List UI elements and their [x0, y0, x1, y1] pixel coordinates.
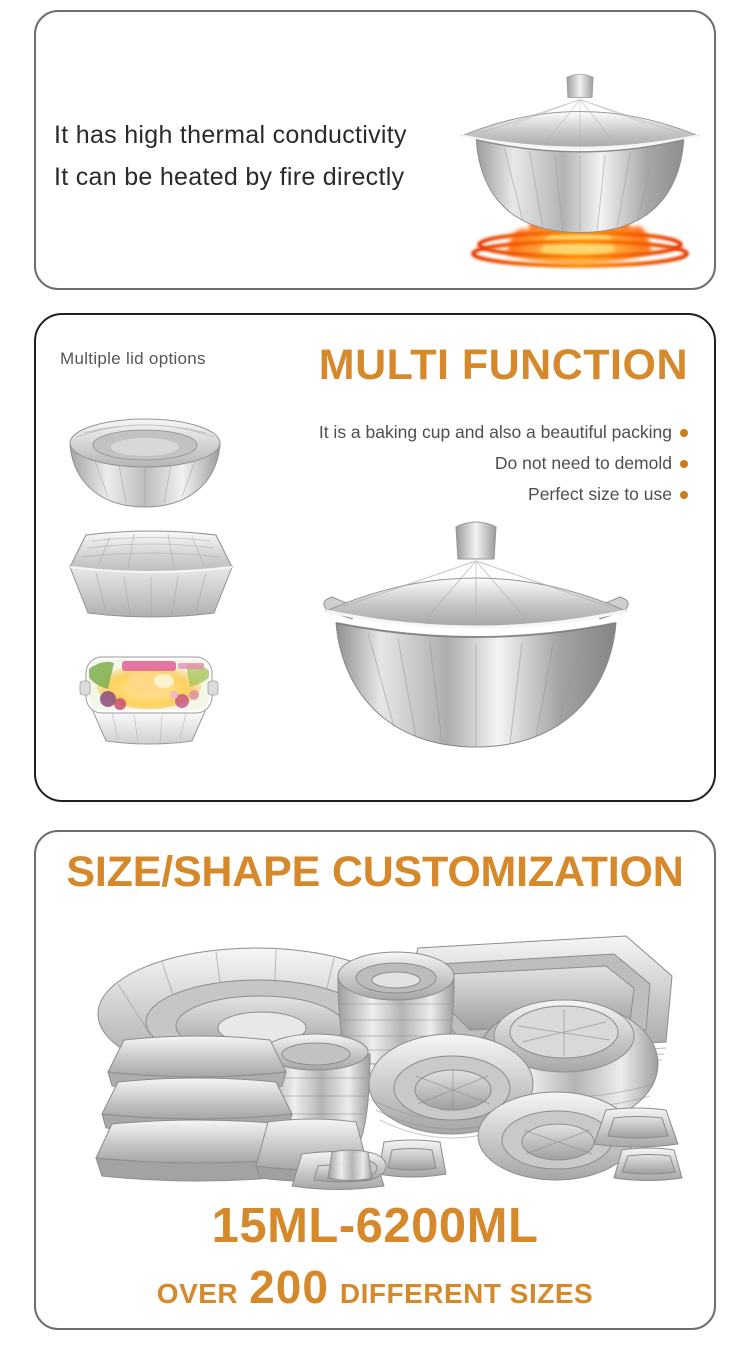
foil-pot-icon [462, 74, 698, 232]
thermal-line-1: It has high thermal conductivity [54, 121, 407, 149]
multi-function-card [34, 313, 716, 802]
large-foil-pot-icon [298, 515, 654, 757]
printed-lid-container-icon [78, 651, 220, 745]
round-foil-bowl-icon [64, 403, 226, 515]
feature-item [319, 479, 688, 510]
feature-item [319, 417, 688, 448]
bullet-dot-icon [680, 491, 688, 499]
foil-containers-collage-icon [66, 914, 688, 1196]
thermal-conductivity-card [34, 10, 716, 290]
multi-function-title: MULTI FUNCTION [318, 341, 688, 389]
bullet-dot-icon [680, 429, 688, 437]
sizes-prefix: OVER [156, 1278, 239, 1309]
capacity-range: 15ML-6200ML [211, 1199, 539, 1253]
feature-item [319, 448, 688, 479]
bullet-dot-icon [680, 460, 688, 468]
feature-list [319, 417, 688, 510]
feature-text: It is a baking cup and also a beautiful packing [318, 422, 672, 442]
feature-text: Do not need to demold [494, 453, 672, 473]
thermal-line-2: It can be heated by fire directly [54, 163, 405, 191]
sizes-suffix: DIFFERENT SIZES [339, 1278, 594, 1309]
customization-card [34, 830, 716, 1330]
rect-foil-container-icon [62, 521, 240, 625]
foil-pot-on-fire-icon [454, 70, 706, 270]
feature-text: Perfect size to use [528, 484, 672, 504]
customization-title: SIZE/SHAPE CUSTOMIZATION [66, 848, 684, 896]
sizes-count-line [36, 1260, 714, 1314]
lid-options-label: Multiple lid options [60, 349, 206, 368]
sizes-count: 200 [249, 1261, 329, 1313]
thermal-text [54, 114, 407, 198]
